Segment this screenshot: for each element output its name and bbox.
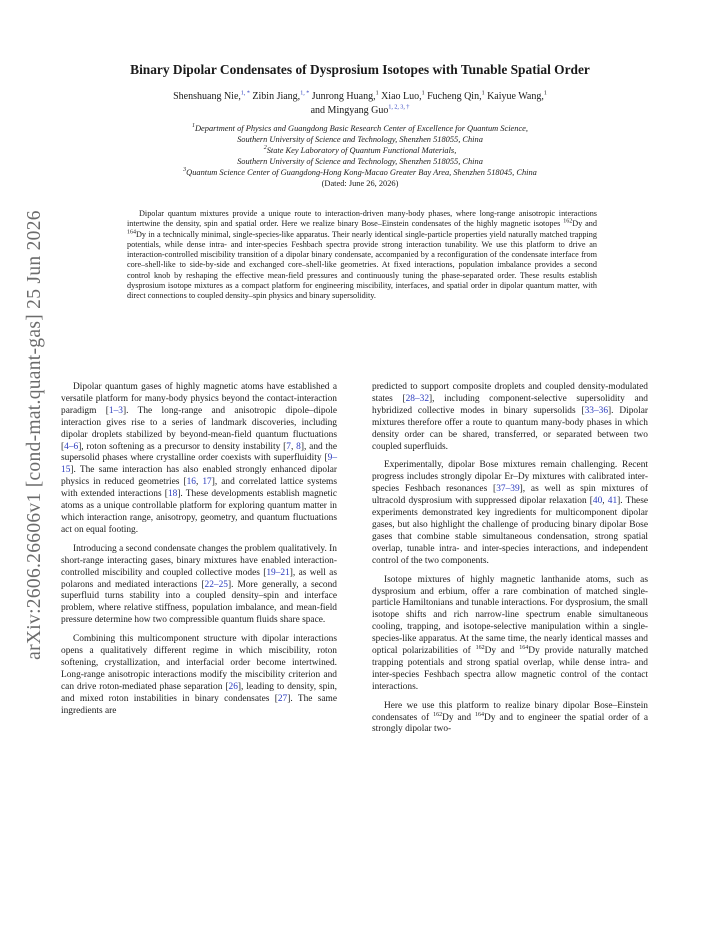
author-name: Fucheng Qin,: [427, 91, 482, 102]
body-text: ], and the supersolid phases where crystalline order coexists with superfluidity [: [61, 441, 337, 464]
body-text: ]. The same ingredients are: [61, 693, 337, 716]
body-text: ]. The long-range and anisotropic dipole–dipole interaction gives rise to a series of landmark discoveries, including dipolar droplets stabilized by beyond-mean-field quantum fluctuations [: [61, 405, 337, 452]
author-affiliation-mark: 1: [375, 90, 379, 97]
abstract-text: Dy in a technically minimal, single-species-like apparatus. Their nearly identical single-particle properties yield naturally matched trapping potentials, while dense intra- and inter-species Feshbach spectra provide strong interaction tunability. We use this platform to drive an interaction-controlled miscibility transition of a dipolar binary condensate, accompanied by a reconfiguration of the condensate interface from core–shell-like to side-by-side and exchanged core–shell-like geometries. At fixed interactions, population imbalance provides a second control knob by reshaping the effective mean-field pressures and continuously tuning the phase-separated order. These results establish dysprosium isotope mixtures as a compact platform for engineering miscibility, interfaces, and spatial order in dipolar quantum matter, with direct connections to coupled density–spin physics and binary supersolidity.: [127, 229, 597, 301]
left-column: [61, 382, 337, 724]
citation-link[interactable]: 41: [607, 496, 618, 507]
affiliations: [90, 123, 630, 189]
author-name: Zibin Jiang,: [252, 91, 301, 102]
abstract-text: Dy and: [572, 219, 597, 229]
date-line: (Dated: June 26, 2026): [321, 179, 399, 188]
affiliation-number: 1: [192, 123, 195, 130]
citation-link[interactable]: 22–25: [204, 579, 228, 590]
paragraph: [372, 701, 648, 737]
body-text: Dipolar quantum gases of highly magnetic atoms have established a versatile platform for many-body physics beyond the contact-interaction paradigm [: [61, 382, 337, 416]
body-text: Dy provide naturally matched trapping potentials and strong spatial overlap, while dense intra- and inter-species Feshbach spectra allow magnetic control of the contact interactions.: [372, 646, 649, 692]
author-name: Shenshuang Nie,: [173, 91, 241, 102]
body-text: Dy and to engineer the spatial order of a strongly dipolar two-: [372, 712, 649, 735]
body-text: Introducing a second condensate changes the problem qualitatively. In short-range interacting gases, binary mixtures have enabled interaction-controlled miscibility and coupled collective modes [: [61, 543, 337, 578]
paragraph: [61, 382, 337, 537]
citation-link[interactable]: 17: [202, 477, 212, 488]
mass-number: 164: [127, 228, 136, 235]
author-affiliation-mark: 1: [543, 90, 547, 97]
citation-link[interactable]: 4–6: [64, 441, 79, 452]
citation-link[interactable]: 8: [296, 441, 301, 452]
body-text: Experimentally, dipolar Bose mixtures remain challenging. Recent progress includes strongly dipolar Er–Dy mixtures with calibrated inter-species Feshbach resonances [: [372, 460, 648, 495]
mass-number: 162: [563, 218, 573, 225]
author-affiliation-mark[interactable]: 1, 2, 3, †: [388, 104, 410, 111]
body-text: Combining this multicomponent structure with dipolar interactions opens a qualitatively different regime in which miscibility, roton softening, crystallization, and interfacial order become intertwined. Long-range anisotropic interactions modify the miscibility criterion and can drive roton-mediated phase separation [: [61, 634, 337, 692]
abstract: [127, 209, 597, 302]
author-affiliation-mark: 1: [481, 90, 485, 97]
citation-link[interactable]: 27: [277, 693, 288, 704]
affiliation-line: State Key Laboratory of Quantum Functional Materials,: [266, 146, 457, 155]
body-text: Here we use this platform to realize binary dipolar Bose–Einstein condensates of: [372, 700, 648, 723]
citation-link[interactable]: 1–3: [108, 405, 123, 416]
author-affiliation-mark[interactable]: 1, *: [240, 90, 250, 97]
citation-link[interactable]: 7: [286, 441, 291, 452]
affiliation-1: [90, 123, 630, 134]
citation-link[interactable]: 33–36: [584, 405, 609, 416]
affiliation-2: [90, 145, 630, 156]
body-text: ], roton softening as a precursor to density instability [: [78, 441, 287, 452]
citation-link[interactable]: 26: [228, 681, 238, 692]
citation-link[interactable]: 19–21: [266, 567, 290, 578]
body-text: ]. These developments establish magnetic atoms as a unique controllable platform for exploring quantum matter in which interaction range, anisotropy, geometry, and quantum fluctuations act on equal footing.: [61, 489, 337, 535]
paragraph: [61, 634, 337, 717]
author-name: Kaiyue Wang,: [487, 91, 544, 102]
affiliation-3: [90, 167, 630, 178]
author-name: and Mingyang Guo: [310, 104, 389, 116]
arxiv-identifier-text: arXiv:2606.26606v1 [cond-mat.quant-gas] 25 Jun 2026: [24, 210, 45, 660]
arxiv-identifier: [16, 195, 54, 675]
abstract-text: Dipolar quantum mixtures provide a unique route to interaction-driven many-body phases, where long-range anisotropic interactions intertwine the density, spin and spatial order. Here we realize binary Bose–Einstein condensates of the highly magnetic isotopes: [127, 209, 597, 229]
right-column: [372, 382, 648, 743]
mass-number: 164: [475, 711, 484, 718]
mass-number: 162: [475, 644, 485, 651]
body-text: Isotope mixtures of highly magnetic lanthanide atoms, such as dysprosium and erbium, offer a rare combination of matched single-particle Hamiltonians and tunable interactions. For dysprosium, the small isotope shifts and rich narrow-line spectrum enable simultaneous cooling, trapping, and isotope-selective manipulation within a single-species-like apparatus. At the same time, the nearly identical masses and optical polarizabilities of: [372, 574, 648, 657]
paragraph: [372, 460, 648, 567]
body-text: Dy and: [442, 712, 475, 723]
author-list: [170, 90, 550, 117]
body-text: Dy and: [484, 646, 520, 657]
affiliation-number: 3: [183, 167, 187, 174]
affiliation-line: Quantum Science Center of Guangdong-Hong Kong-Macao Greater Bay Area, Shenzhen 518045, China: [186, 168, 537, 177]
body-text: ]. Dipolar mixtures therefore offer a route to quantum many-body phases in which density order can be shared, transferred, or separated between two coupled superfluids.: [372, 405, 648, 452]
paragraph: [372, 382, 648, 453]
paragraph: [61, 544, 337, 627]
paragraph: [372, 575, 648, 694]
body-text: ]. These experiments demonstrated key ingredients for multicomponent dipolar gases, but also highlight the challenge of producing binary dipolar Bose gases that combine stable simultaneous condensation, strong spatial overlap, tunable intra- and inter-species interactions, and independent control of the two components.: [372, 496, 648, 566]
author-name: Junrong Huang,: [311, 91, 376, 102]
citation-link[interactable]: 28–32: [405, 393, 430, 404]
body-text: ], and correlated lattice systems with extended interactions [: [61, 477, 338, 500]
citation-link[interactable]: 37–39: [496, 484, 520, 495]
paper-title: Binary Dipolar Condensates of Dysprosium Isotopes with Tunable Spatial Order: [130, 62, 590, 77]
author-name: Xiao Luo,: [381, 91, 422, 102]
body-text: ]. More generally, a second superfluid turns stability into a coupled density–spin and interface problem, where relative stiffness, population imbalance, and mean-field pressure determine how two compressible quantum fluids share space.: [61, 579, 337, 626]
body-text: ,: [602, 496, 608, 507]
affiliation-line: Department of Physics and Guangdong Basic Research Center of Excellence for Quantum Science,: [195, 124, 528, 133]
citation-link[interactable]: 16: [186, 477, 196, 488]
body-text: ]. The same interaction has also enabled strongly enhanced dipolar physics in reduced geometries [: [61, 465, 337, 488]
affiliation-2-address: Southern University of Science and Technology, Shenzhen 518055, China: [237, 157, 483, 166]
body-text: ], including component-selective supersolidity and hybridized collective modes in binary supersolids [: [372, 393, 648, 416]
affiliation-number: 2: [263, 145, 267, 152]
citation-link[interactable]: 9–15: [61, 453, 337, 476]
citation-link[interactable]: 40: [592, 496, 603, 507]
mass-number: 162: [433, 711, 443, 718]
mass-number: 164: [519, 644, 529, 651]
author-affiliation-mark: 1: [421, 90, 425, 97]
author-affiliation-mark[interactable]: 1, *: [300, 90, 310, 97]
body-text: ,: [290, 441, 297, 452]
body-text: ], leading to density, spin, and mixed roton instabilities in binary condensates [: [61, 681, 338, 704]
body-text: ,: [195, 477, 203, 488]
affiliation-1-address: Southern University of Science and Technology, Shenzhen 518055, China: [237, 135, 483, 144]
body-text: ], as well as polarons and mediated interactions [: [61, 567, 337, 590]
body-text: ], as well as spin mixtures of ultracold dysprosium with suppressed dipolar relaxation [: [372, 484, 648, 507]
body-text: predicted to support composite droplets and coupled density-modulated states [: [372, 382, 648, 404]
citation-link[interactable]: 18: [167, 489, 178, 500]
